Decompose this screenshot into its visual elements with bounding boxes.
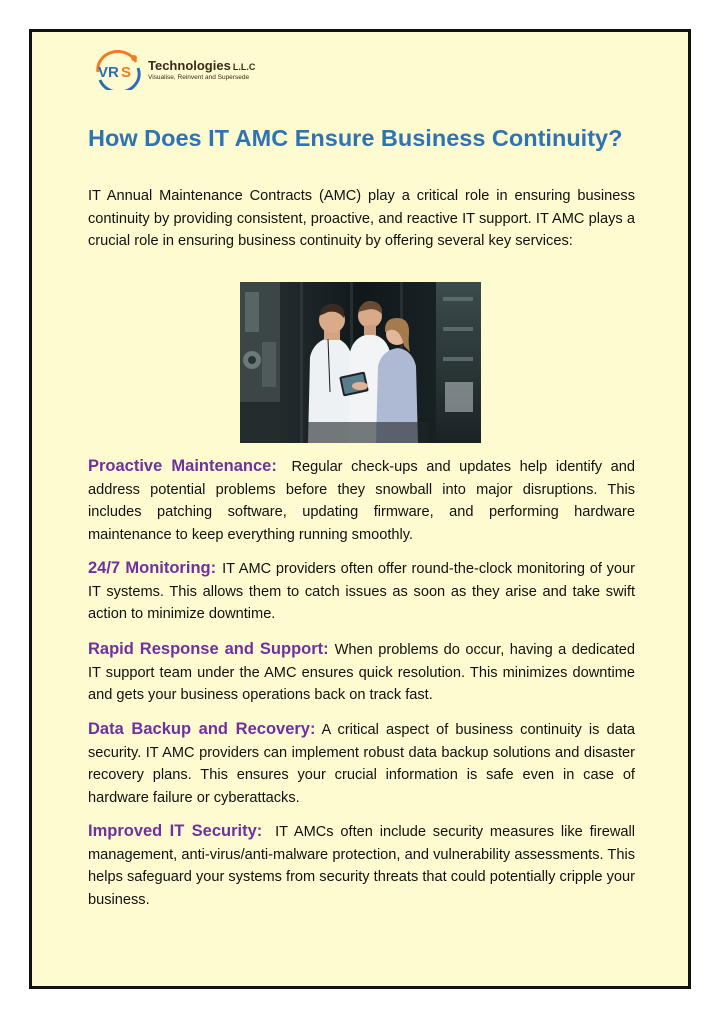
document-page — [29, 29, 691, 989]
team-photo — [240, 282, 481, 443]
section-text: IT AMCs often include security measures like firewall management, anti-virus/anti-malware protection, and vulnerability assessments. This helps safeguard your systems from security threats that could potentially cripple your business. — [88, 824, 635, 908]
section-data-backup — [88, 718, 635, 809]
section-heading: Improved IT Security: — [88, 822, 263, 840]
section-it-security — [88, 820, 635, 911]
section-proactive-maintenance — [88, 455, 635, 546]
svg-text:VR: VR — [98, 64, 119, 81]
section-text: When problems do occur, having a dedicated IT support team under the AMC ensures quick resolution. This minimizes downtime and gets your business operations back on track fast. — [88, 642, 635, 703]
section-monitoring — [88, 557, 635, 626]
section-heading: 24/7 Monitoring: — [88, 559, 217, 577]
vrs-logo-icon — [90, 50, 146, 90]
svg-text:S: S — [121, 64, 132, 81]
company-tagline: Visualise, Reinvent and Supersede — [148, 73, 250, 81]
section-heading: Rapid Response and Support: — [88, 640, 329, 658]
section-heading: Data Backup and Recovery: — [88, 720, 316, 738]
page-title: How Does IT AMC Ensure Business Continuity? — [88, 125, 623, 151]
intro-paragraph: IT Annual Maintenance Contracts (AMC) play a critical role in ensuring business continuity by providing consistent, proactive, and reactive IT support. IT AMC plays a crucial role in ensuring business continuity by offering several key services: — [88, 188, 635, 249]
company-suffix: L.L.C — [232, 61, 256, 72]
section-text: Regular check-ups and updates help identify and address potential problems before they snowball into major disruptions. This includes patching software, updating firmware, and performing hardware maintenance to keep everything running smoothly. — [88, 459, 635, 543]
section-heading: Proactive Maintenance: — [88, 457, 277, 475]
section-rapid-response — [88, 638, 635, 707]
section-text: A critical aspect of business continuity is data security. IT AMC providers can implement robust data backup solutions and disaster recovery plans. This ensures your crucial information is safe even in case of hardware failure or cyberattacks. — [88, 722, 635, 806]
section-text: IT AMC providers often offer round-the-clock monitoring of your IT systems. This allows them to catch issues as soon as they arise and take swift action to minimize downtime. — [88, 561, 636, 622]
company-logo — [90, 48, 260, 92]
company-name: Technologies L.L.C — [148, 57, 256, 73]
